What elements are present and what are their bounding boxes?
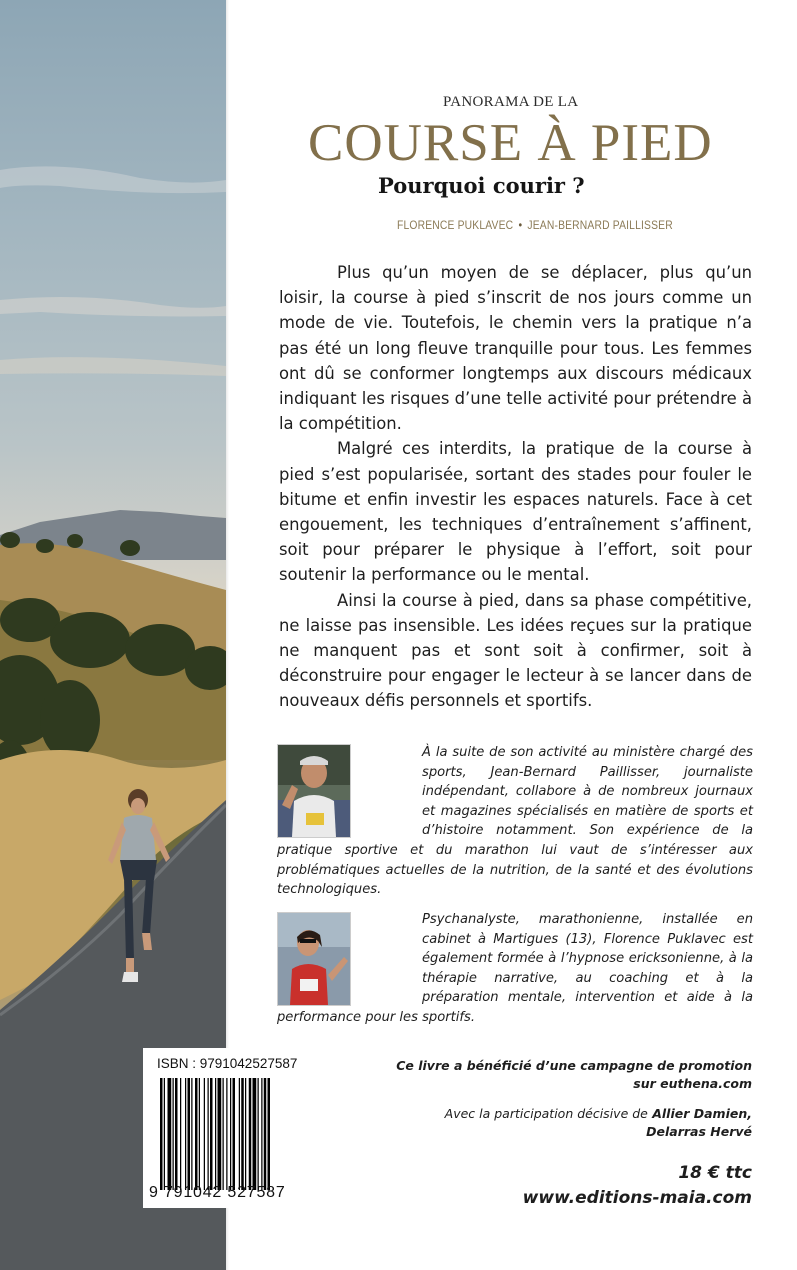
promo-line: sur euthena.com bbox=[633, 1076, 752, 1091]
publisher-website[interactable]: www.editions-maia.com bbox=[522, 1188, 752, 1208]
book-title: COURSE À PIED bbox=[308, 114, 713, 172]
barcode-icon bbox=[160, 1078, 300, 1190]
summary-paragraph: Ainsi la course à pied, dans sa phase compétitive, ne laisse pas insensible. Les idées reçues sur la pratique ne manquent pas et sont soit à confirmer, soit à déconstruire pour engager le lecteur à se lancer dans de nouveaux défis personnels et sportifs. bbox=[279, 590, 752, 711]
participation-name: Allier Damien, bbox=[652, 1106, 752, 1121]
bio-text: À la suite de son activité au ministère chargé des sports, Jean-Bernard Paillisser, journaliste indépendant, collabore à de nombreux journaux et magazines spécialisés en matière de sports et d’histoire notamment. Son expérience de la pratique sportive et du marathon lui vaut de s’intéresser aux problématiques actuelles de la nutrition, de la santé et des évolutions technologiques. bbox=[277, 745, 753, 898]
author-name: FLORENCE PUKLAVEC bbox=[397, 218, 514, 232]
participation-line bbox=[445, 1106, 752, 1121]
author-separator: • bbox=[518, 218, 523, 232]
authors-line bbox=[397, 218, 673, 232]
participation-name: Delarras Hervé bbox=[646, 1124, 752, 1139]
author-bio-paillisser bbox=[277, 743, 753, 900]
price: 18 € ttc bbox=[678, 1163, 752, 1183]
promo-line: Ce livre a bénéficié d’une campagne de promotion bbox=[396, 1058, 752, 1073]
book-summary bbox=[279, 260, 752, 714]
bio-text: Psychanalyste, marathonienne, installée en cabinet à Martigues (13), Florence Puklavec est également formée à l’hypnose ericksonienne, à la thérapie narrative, au coaching et à la préparation mentale, intervention et aide à la performance pour les sportifs. bbox=[277, 912, 753, 1025]
summary-paragraph: Malgré ces interdits, la pratique de la course à pied s’est popularisée, sortant des stades pour fouler le bitume et enfin investir les espaces naturels. Face à cet engouement, les techniques d’entraînement s’affinent, soit pour préparer le physique à l’effort, soit pour soutenir la performance ou le mental. bbox=[279, 439, 752, 585]
author-bio-puklavec bbox=[277, 910, 753, 1028]
participation-prefix: Avec la participation décisive de bbox=[444, 1106, 648, 1121]
series-label: PANORAMA DE LA bbox=[443, 94, 579, 110]
isbn-label: ISBN : 9791042527587 bbox=[157, 1056, 298, 1071]
book-subtitle: Pourquoi courir ? bbox=[378, 173, 585, 198]
summary-paragraph: Plus qu’un moyen de se déplacer, plus qu’un loisir, la course à pied s’inscrit de nos jours comme un mode de vie. Toutefois, le chemin vers la pratique n’a pas été un long fleuve tranquille pour tous. Les femmes ont dû se conformer longtemps aux discours médicaux indiquant les risques d’une telle activité pour prétendre à la compétition. bbox=[279, 263, 752, 434]
isbn-block bbox=[143, 1048, 315, 1208]
isbn-digits: 9 791042 527587 bbox=[149, 1184, 286, 1201]
author-name: JEAN-BERNARD PAILLISSER bbox=[527, 218, 673, 232]
